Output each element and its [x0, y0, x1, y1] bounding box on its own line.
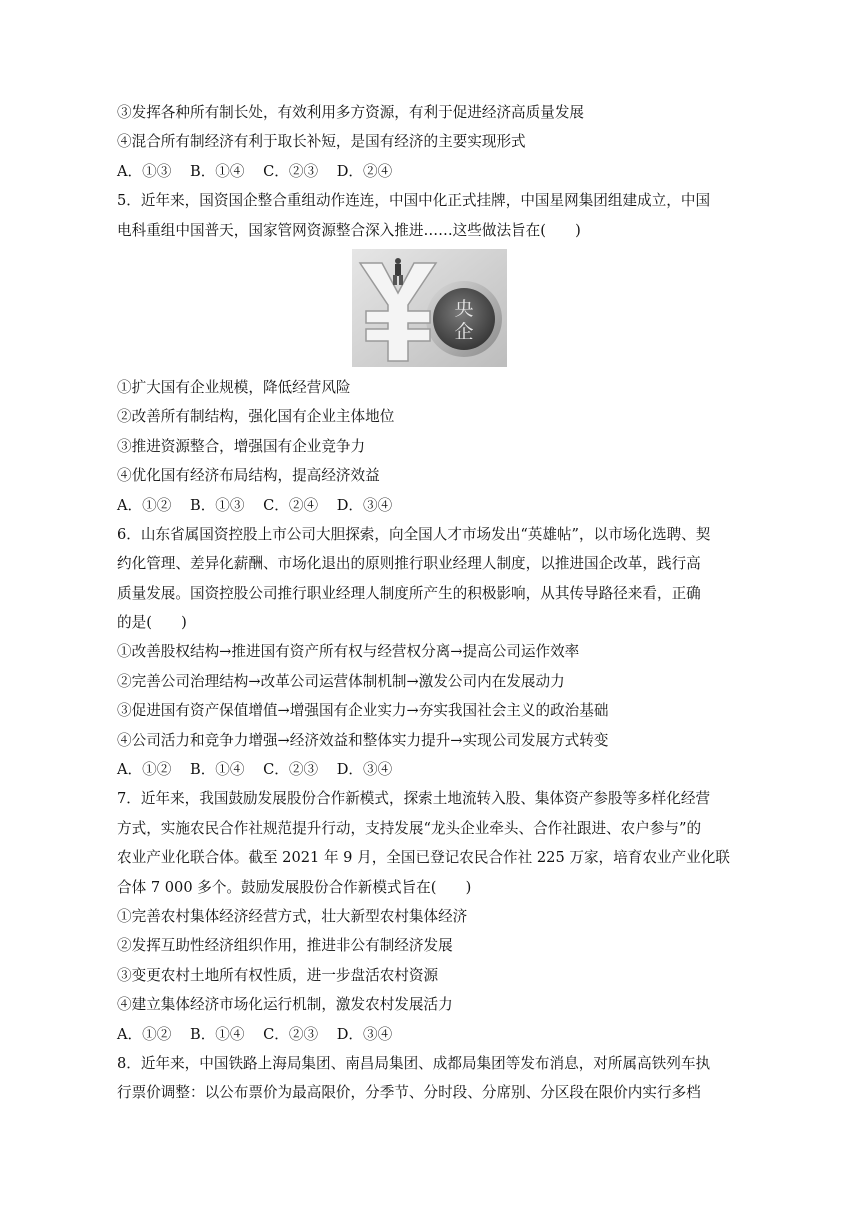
q6-item-2: ②完善公司治理结构→改革公司运营体制机制→激发公司内在发展动力 [117, 672, 565, 690]
choice-d: D．③④ [336, 496, 393, 514]
choice-a: A．①② [117, 1025, 172, 1043]
choice-d: D．③④ [336, 761, 393, 779]
q8-stem-line-1: 8．近年来，中国铁路上海局集团、南昌局集团、成都局集团等发布消息，对所属高铁列车执 [117, 1054, 711, 1072]
q5-item-1: ①扩大国有企业规模，降低经营风险 [117, 378, 351, 396]
q7-stem-line-4: 合体 7 000 多个。鼓励发展股份合作新模式旨在( ) [117, 878, 472, 896]
document-page [117, 98, 737, 1108]
q7-choices [117, 1020, 737, 1049]
q7-item-3: ③变更农村土地所有权性质，进一步盘活农村资源 [117, 966, 439, 984]
q6-item-3: ③促进国有资产保值增值→增强国有企业实力→夯实我国社会主义的政治基础 [117, 702, 609, 720]
q7-stem-line-2: 方式，实施农民合作社规范提升行动，支持发展“龙头企业牵头、合作社跟进、农户参与”的 [117, 819, 702, 837]
q4-choices [117, 157, 737, 186]
choice-d: D．②④ [336, 162, 393, 180]
q5-item-2: ②改善所有制结构，强化国有企业主体地位 [117, 408, 395, 426]
choice-b: B．①④ [189, 162, 245, 180]
choice-d: D．③④ [336, 1025, 393, 1043]
choice-c: C．②③ [263, 761, 319, 779]
q4-item-4: ④混合所有制经济有利于取长补短，是国有经济的主要实现形式 [117, 133, 526, 151]
q6-stem-line-2: 约化管理、差异化薪酬、市场化退出的原则推行职业经理人制度，以推进国企改革，践行高 [117, 555, 701, 573]
q7-stem-line-3: 农业产业化联合体。截至 2021 年 9 月，全国已登记农民合作社 225 万家，培育农业产业化联 [117, 849, 730, 867]
q5-item-3: ③推进资源整合，增强国有企业竞争力 [117, 437, 366, 455]
q7-stem-line-1: 7．近年来，我国鼓励发展股份合作新模式，探索土地流转入股、集体资产参股等多样化经营 [117, 790, 711, 808]
choice-b: B．①③ [189, 496, 245, 514]
q6-stem-line-1: 6．山东省属国资控股上市公司大胆探索，向全国人才市场发出“英雄帖”，以市场化选聘、契 [117, 525, 711, 543]
q6-stem-line-3: 质量发展。国资控股公司推行职业经理人制度所产生的积极影响，从其传导路径来看，正确 [117, 584, 701, 602]
q6-item-1: ①改善股权结构→推进国有资产所有权与经营权分离→提高公司运作效率 [117, 643, 580, 661]
q5-stem-line-1: 5．近年来，国资国企整合重组动作连连，中国中化正式挂牌，中国星网集团组建成立，中国 [117, 192, 711, 210]
q6-item-4: ④公司活力和竞争力增强→经济效益和整体实力提升→实现公司发展方式转变 [117, 731, 609, 749]
q8-stem-line-2: 行票价调整：以公布票价为最高限价，分季节、分时段、分席别、分区段在限价内实行多档 [117, 1084, 701, 1102]
q6-choices [117, 755, 737, 784]
choice-a: A．①② [117, 761, 172, 779]
q5-figure [117, 249, 737, 371]
q4-item-3: ③发挥各种所有制长处，有效利用多方资源，有利于促进经济高质量发展 [117, 104, 585, 121]
coin-char-2: 企 [454, 320, 474, 343]
choice-b: B．①④ [189, 1025, 245, 1043]
coin-char-1: 央 [454, 297, 474, 320]
choice-c: C．②③ [263, 1025, 319, 1043]
choice-a: A．①③ [117, 162, 172, 180]
yuan-coin-image [352, 249, 507, 367]
q7-item-1: ①完善农村集体经济经营方式，壮大新型农村集体经济 [117, 907, 468, 925]
q7-item-4: ④建立集体经济市场化运行机制，激发农村发展活力 [117, 996, 453, 1014]
choice-a: A．①② [117, 496, 172, 514]
q5-item-4: ④优化国有经济布局结构，提高经济效益 [117, 467, 380, 485]
q5-stem-line-2: 电科重组中国普天，国家管网资源整合深入推进……这些做法旨在( ) [117, 221, 581, 239]
choice-b: B．①④ [189, 761, 245, 779]
choice-c: C．②④ [263, 496, 319, 514]
q5-choices [117, 491, 737, 520]
choice-c: C．②③ [263, 162, 319, 180]
q6-stem-line-4: 的是( ) [117, 614, 187, 632]
q7-item-2: ②发挥互助性经济组织作用，推进非公有制经济发展 [117, 937, 453, 955]
